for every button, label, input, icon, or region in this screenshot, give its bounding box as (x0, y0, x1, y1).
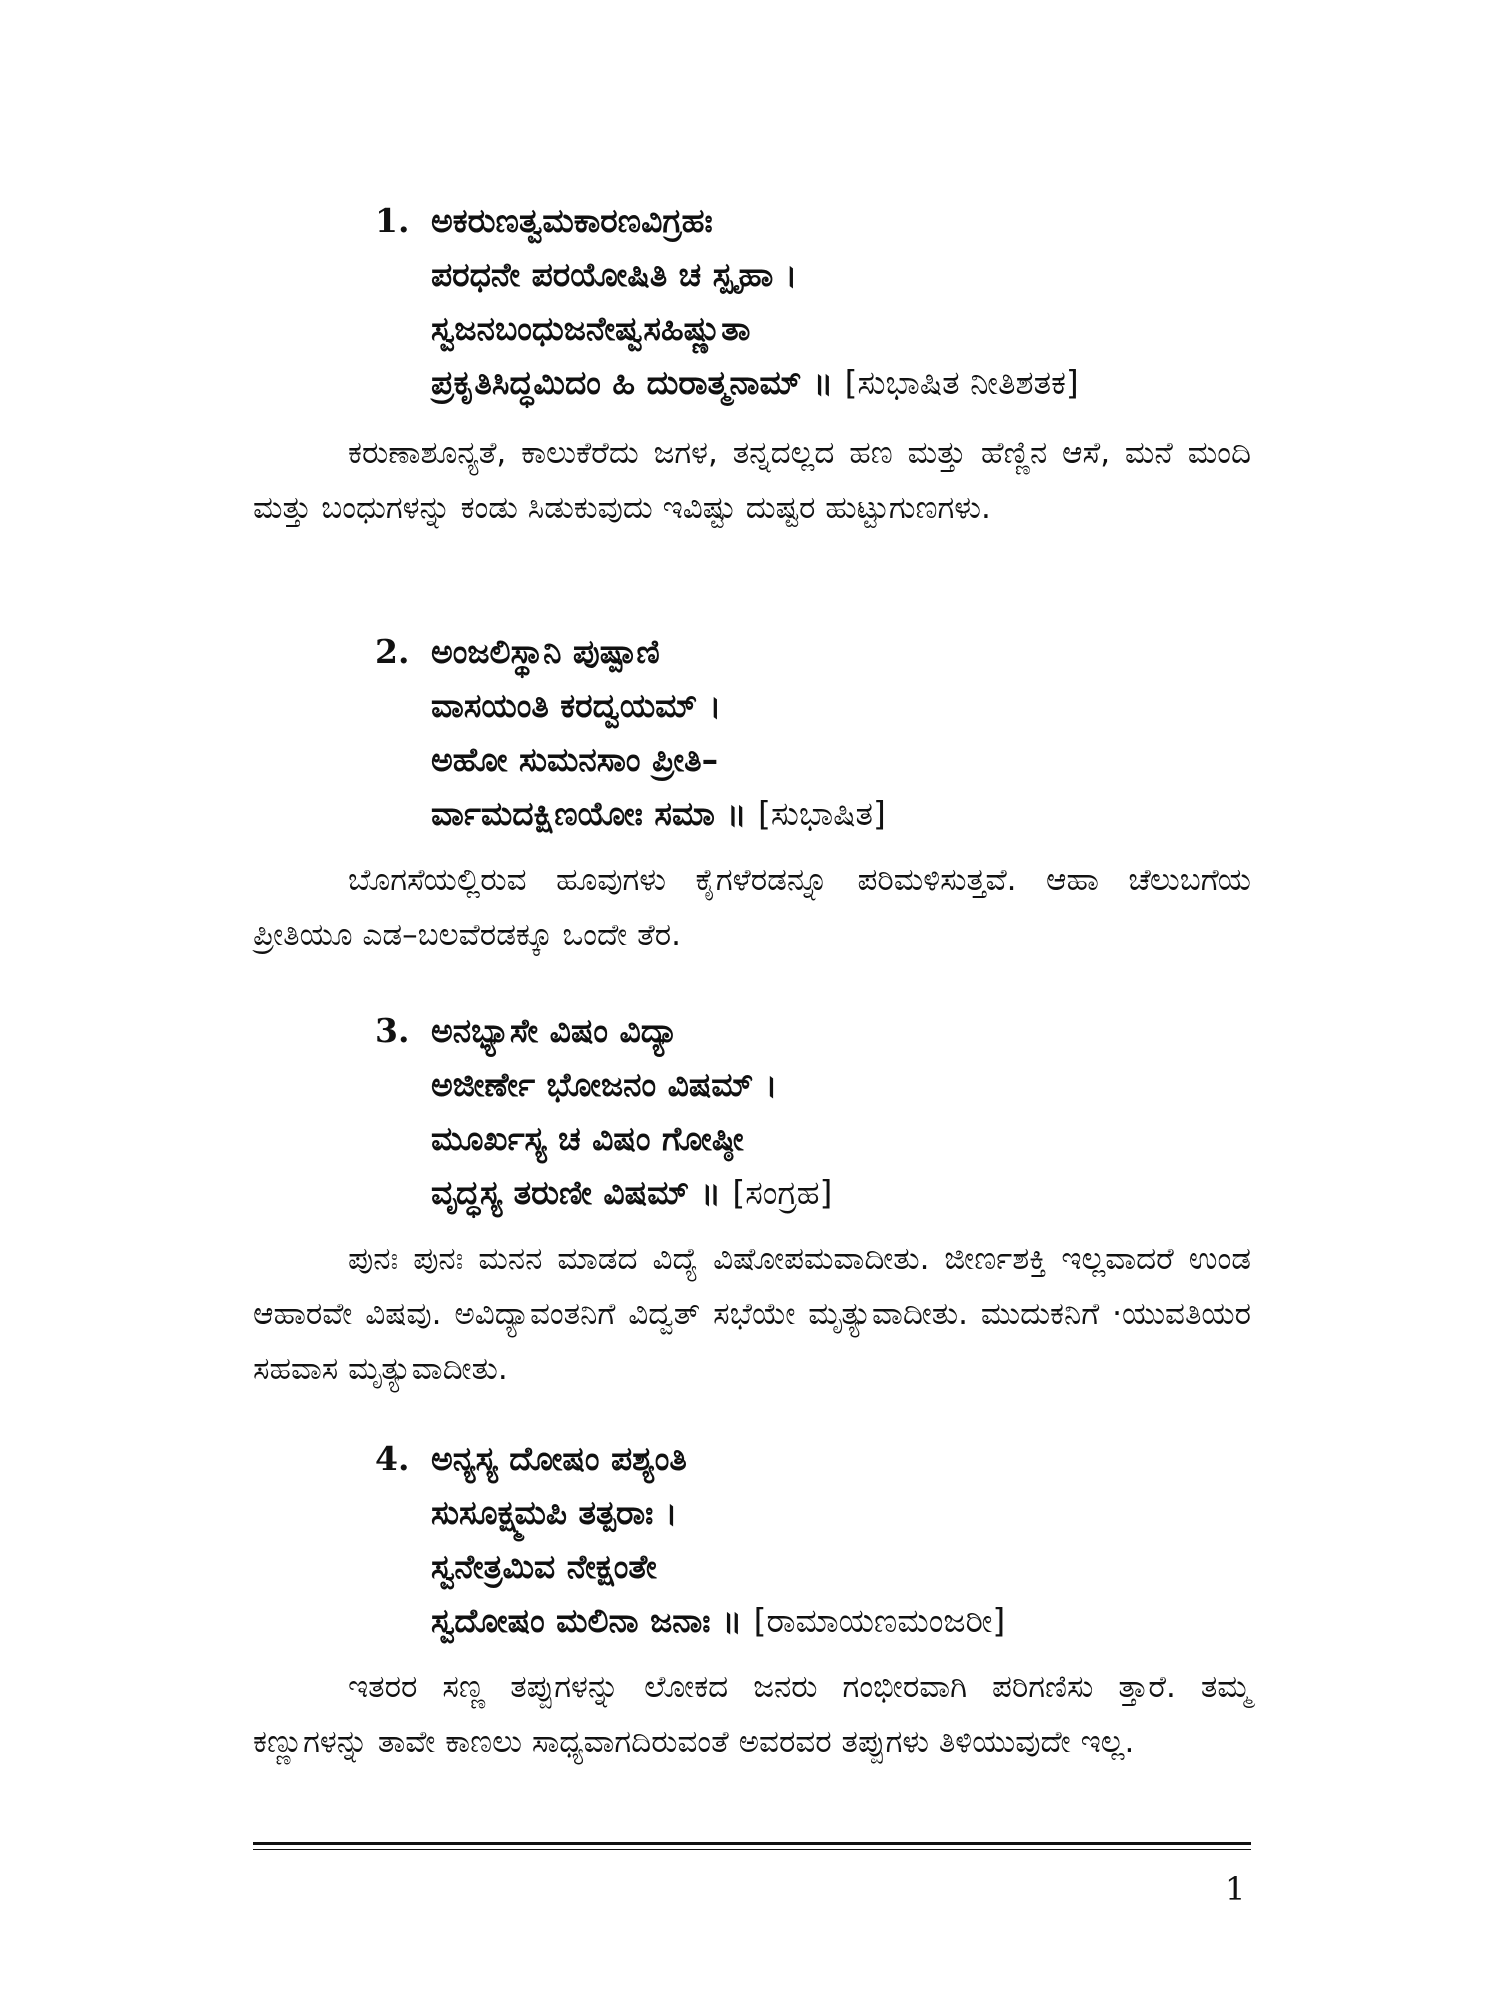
verse-line: ರ್ವಾಮದಕ್ಷಿಣಯೋಃ ಸಮಾ ॥ (431, 794, 747, 833)
verse-line: ಅಕರುಣತ್ವಮಕಾರಣವಿಗ್ರಹಃ (431, 201, 713, 240)
verse-line: ವಾಸಯಂತಿ ಕರದ್ವಯಮ್ । (431, 686, 722, 725)
verse-line: ಅನ್ಯಸ್ಯ ದೋಷಂ ಪಶ್ಯಂತಿ (431, 1439, 687, 1478)
verse-line: ಸ್ವದೋಷಂ ಮಲಿನಾ ಜನಾಃ ॥ (431, 1601, 743, 1640)
verse-line: ಅಜೀರ್ಣೇ ಭೋಜನಂ ವಿಷಮ್ । (431, 1065, 778, 1104)
verse-source: [ರಾಮಾಯಣಮಂಜರೀ] (753, 1601, 1006, 1640)
verse-source: [ಸುಭಾಷಿತ] (758, 794, 886, 833)
verse-source: [ಸಂಗ್ರಹ] (732, 1173, 833, 1212)
verse-source: [ಸುಭಾಷಿತ ನೀತಿಶತಕ] (844, 363, 1079, 402)
verse-line: ಅಹೋ ಸುಮನಸಾಂ ಪ್ರೀತಿ– (431, 740, 719, 779)
verse-line: ಪರಧನೇ ಪರಯೋಷಿತಿ ಚ ಸ್ಪೃಹಾ । (431, 255, 798, 294)
verse-meaning: ಬೊಗಸೆಯಲ್ಲಿರುವ ಹೂವುಗಳು ಕೈಗಳೆರಡನ್ನೂ ಪರಿಮಳಿಸುತ್ತವೆ. ಆಹಾ ಚೆಲುಬಗೆಯ ಪ್ರೀತಿಯೂ ಎಡ–ಬಲವೆರಡಕ್ಕೂ ಒಂದೇ ತೆರ. (253, 862, 1251, 953)
verse-number: 4. (375, 1439, 410, 1478)
footer-rule-thick (253, 1842, 1251, 1845)
verse-4 (375, 1432, 1005, 1648)
footer-rule-thin (253, 1849, 1251, 1850)
verse-line: ಪ್ರಕೃತಿಸಿದ್ಧಮಿದಂ ಹಿ ದುರಾತ್ಮನಾಮ್ ॥ (431, 363, 834, 402)
verse-line: ಸ್ವಜನಬಂಧುಜನೇಷ್ವಸಹಿಷ್ಣುತಾ (431, 309, 751, 348)
verse-1 (375, 194, 1079, 410)
verse-line: ಸ್ವನೇತ್ರಮಿವ ನೇಕ್ಷಂತೇ (431, 1547, 657, 1586)
verse-line: ವೃದ್ಧಸ್ಯ ತರುಣೀ ವಿಷಮ್ ॥ (431, 1173, 721, 1212)
verse-meaning: ಇತರರ ಸಣ್ಣ ತಪ್ಪುಗಳನ್ನು ಲೋಕದ ಜನರು ಗಂಭೀರವಾಗಿ ಪರಿಗಣಿಸು ತ್ತಾರೆ. ತಮ್ಮ ಕಣ್ಣುಗಳನ್ನು ತಾವೇ ಕಾಣಲು ಸಾಧ್ಯವಾಗದಿರುವಂತೆ ಅವರವರ ತಪ್ಪುಗಳು ತಿಳಿಯುವುದೇ ಇಲ್ಲ. (253, 1669, 1251, 1760)
verse-number: 1. (375, 201, 410, 240)
verse-3 (375, 1004, 832, 1220)
verse-meaning: ಕರುಣಾಶೂನ್ಯತೆ, ಕಾಲುಕೆರೆದು ಜಗಳ, ತನ್ನದಲ್ಲದ ಹಣ ಮತ್ತು ಹೆಣ್ಣಿನ ಆಸೆ, ಮನೆ ಮಂದಿ ಮತ್ತು ಬಂಧುಗಳನ್ನು ಕಂಡು ಸಿಡುಕುವುದು ಇವಿಷ್ಟು ದುಷ್ಟರ ಹುಟ್ಟುಗುಣಗಳು. (253, 435, 1251, 526)
verse-line: ಅಂಜಲಿಸ್ಥಾನಿ ಪುಷ್ಪಾಣಿ (431, 632, 660, 671)
page-number: 1 (1225, 1870, 1246, 1908)
verse-line: ಸುಸೂಕ್ಷ್ಮಮಪಿ ತತ್ಪರಾಃ । (431, 1493, 678, 1532)
verse-line: ಮೂರ್ಖಸ್ಯ ಚ ವಿಷಂ ಗೋಷ್ಠೀ (431, 1119, 744, 1158)
verse-2 (375, 625, 886, 841)
verse-meaning: ಪುನಃ ಪುನಃ ಮನನ ಮಾಡದ ವಿದ್ಯೆ ವಿಷೋಪಮವಾದೀತು. ಜೀರ್ಣಶಕ್ತಿ ಇಲ್ಲವಾದರೆ ಉಂಡ ಆಹಾರವೇ ವಿಷವು. ಅವಿದ್ಯಾವಂತನಿಗೆ ವಿದ್ವತ್ ಸಭೆಯೇ ಮೃತ್ಯುವಾದೀತು. ಮುದುಕನಿಗೆ ·ಯುವತಿಯರ ಸಹವಾಸ ಮೃತ್ಯುವಾದೀತು. (253, 1241, 1251, 1387)
verse-number: 3. (375, 1011, 410, 1050)
verse-line: ಅನಭ್ಯಾಸೇ ವಿಷಂ ವಿದ್ಯಾ (431, 1011, 679, 1050)
verse-number: 2. (375, 632, 410, 671)
